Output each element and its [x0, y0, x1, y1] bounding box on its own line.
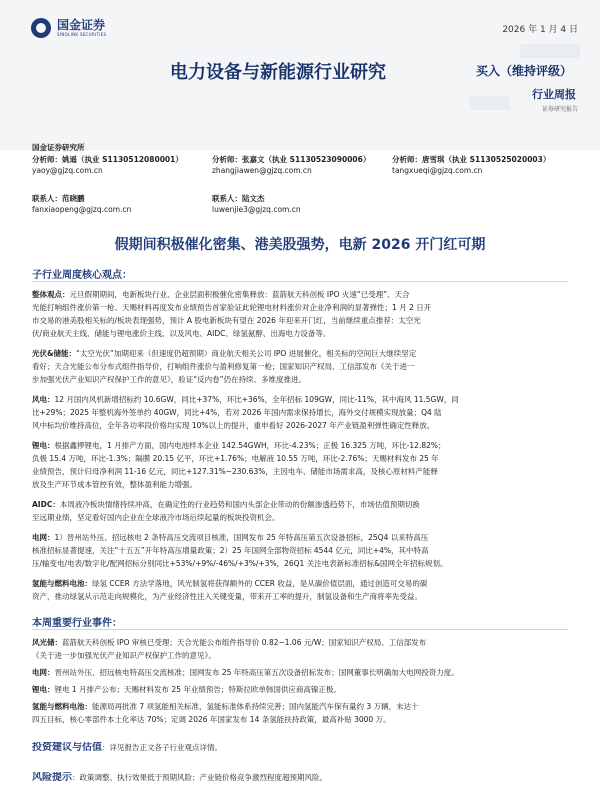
aidc-label: AIDC：	[32, 500, 60, 509]
wind-label: 风电：	[32, 395, 55, 404]
pv-line: 步加强光伏产业知识产权保护工作的意见》，验证“反内卷”仍在持续、多维度推进。	[32, 375, 307, 384]
event-label: 锂电：	[32, 685, 55, 694]
overall-line: 整体观点：元旦假期期间，电新板块行业、企业层面积极催化密集释放：蓝箭航天科创板 IPO 火速“已受理”、天合	[32, 290, 410, 299]
hydrogen-line: 资产，推动绿氢从示范走向规模化，为产业经济性注入关键变量，带来开工率的提升，制氢设备和生产商将率先受益。	[32, 592, 422, 601]
contact-email[interactable]: luwenjie3@gjzq.com.cn	[212, 205, 301, 214]
event-line: 风光储：蓝箭航天科创板 IPO 审核已受理；天合光能公布组件指导价 0.82~1.06 元/W；国家知识产权局、工信部发布	[32, 638, 427, 647]
analyst-name: 分析师：唐雪琪（执业 S1130525020003）	[392, 155, 551, 164]
battery-line: 放及生产环节成本管控有效，整体盈利能力增强。	[32, 480, 197, 489]
contact-card	[32, 193, 131, 215]
analyst-email[interactable]: zhangjiawen@gjzq.com.cn	[212, 166, 312, 175]
section-divider	[32, 281, 568, 282]
hydrogen-line: 氢能与燃料电池：绿氢 CCER 方法学落地，风光制氢将获得额外的 CCER 收益，是从碳价值层面，通过创造可交易的碳	[32, 579, 428, 588]
decor-block	[470, 96, 510, 110]
overall-line: 光能打响组件涨价第一枪、天赐材料再度发布业绩预告首家验证此轮锂电材料涨价对企业净利润的显著弹性；1 月 2 日开	[32, 303, 432, 312]
battery-line: 业绩预告，预计归母净利润 11-16 亿元，同比+127.31%~230.63%，主因电车、储能市场需求高，及核心原材料产能释	[32, 467, 438, 476]
analyst-name: 分析师：张嘉文（执业 S1130523090006）	[212, 155, 371, 164]
report-headline: 假期间积极催化密集、港美股强势，电新 2026 开门红可期	[114, 237, 486, 253]
institute-name: 国金证券研究所	[32, 143, 85, 152]
section-title-core-views: 子行业周度核心观点：	[32, 270, 132, 281]
wind-line: 风中标均价维持高位，全年各功率段价格均实现 10%以上的提升，重申看好 2026-2027 年产业链盈利弹性确定性释放。	[32, 421, 435, 430]
analyst-email[interactable]: yaoy@gjzq.com.cn	[32, 166, 103, 175]
contact-name: 联系人：陆文杰	[212, 194, 265, 203]
pv-label: 光伏&储能：	[32, 349, 77, 358]
aidc-line: AIDC：本周液冷板块情绪持续冲高，在确定性的行业趋势和国内头部企业带动的份额渗透趋势下，市场估值预期切换	[32, 500, 420, 509]
battery-line: 负极 15.4 万吨，环比-1.3%；隔膜 20.15 亿平，环比+1.76%；电解液 10.55 万吨，环比-2.76%；天赐材料发布 25 年	[32, 454, 439, 463]
logo-icon	[31, 18, 51, 38]
event-line: 《关于进一步加强光伏产业知识产权保护工作的意见》。	[32, 651, 216, 660]
overall-line: 伏/商业航天主线、储能与锂电涨价主线、以及风电、AIDC、绿氢氨醇、出海电力设备等。	[32, 329, 331, 338]
contact-name: 联系人：范晓鹏	[32, 194, 85, 203]
overall-line: 市交易的港美股相关标的/板块表现强势，预计 A 股电新板块有望在 2026 年迎来开门红，当前继续重点推荐：太空光	[32, 316, 421, 325]
pv-line: 光伏&储能：“太空光伏”加期迎来（但速度仍超预期）商业航天相关公司 IPO 进展催化，相关标的空间巨大继续坚定	[32, 349, 417, 358]
report-type: 行业周报	[532, 88, 576, 101]
event-line: 电网：晋州站外压、招远核电特高压交流核准；国网发布 25 年特高压第五次设备招标发布；国网董事长明确加大电网投资力度。	[32, 668, 459, 677]
grid-label: 电网：	[32, 533, 55, 542]
grid-line: 压/输变电/电表/数字化/配网招标分别同比+53%/+9%/-46%/+3%/+3%，26Q1 关注电表新标准招标&国网全年招标规划。	[32, 559, 448, 568]
aidc-line: 至远期业绩，坚定看好国内企业在全球液冷市场后续起量的板块投资机会。	[32, 513, 280, 522]
overall-label: 整体观点：	[32, 290, 70, 299]
event-label: 电网：	[32, 668, 55, 677]
event-label: 风光储：	[32, 638, 62, 647]
brand-name-en: SINOLINK SECURITIES	[57, 31, 107, 37]
hydrogen-label: 氢能与燃料电池：	[32, 579, 92, 588]
grid-line: 电网：1）晋州站外压、招远核电 2 条特高压交流项目核准，国网发布 25 年特高压第五次设备招标，25Q4 以来特高压	[32, 533, 429, 542]
analyst-name: 分析师：姚遥（执业 S1130512080001）	[32, 155, 183, 164]
analyst-email[interactable]: tangxueqi@gjzq.com.cn	[392, 166, 483, 175]
grid-line: 核准招标显著提速，关注“十五五”开年特高压增量政策；2）25 年国网全部物资招标 4544 亿元，同比+4%，其中特高	[32, 546, 429, 555]
analyst-card	[212, 154, 370, 176]
analyst-card	[32, 154, 183, 176]
brand-name: 国金证券	[57, 17, 106, 32]
decor-block	[520, 44, 580, 58]
event-line: 氢能与燃料电池：能源局再批准 7 项氢能相关标准，氢能标准体系持续完善；国内氢能汽车保有量约 3 万辆，未达十	[32, 702, 419, 711]
battery-line: 锂电：根据鑫椤锂电，1 月排产方面，国内电池样本企业 142.54GWH，环比-4.23%；正极 16.325 万吨，环比-12.82%；	[32, 441, 446, 450]
pv-line: 看好；天合光能公布分布式组件指导价，打响组件涨价与盈利修复第一枪；国家知识产权局、工信部发布《关于进一	[32, 362, 415, 371]
wind-line: 比+29%；2025 年整机海外签单约 40GW，同比+4%，若对 2026 年国内需求保持增长，海外交付规模实现放量；Q4 陆	[32, 408, 442, 417]
report-title: 电力设备与新能源行业研究	[170, 62, 386, 83]
brand-logo	[31, 18, 106, 38]
investment-advice: 投资建议与估值：详见报告正文各子行业观点详情。	[32, 742, 222, 753]
risk-warning: 风险提示：政策调整、执行效果低于预期风险；产业链价格竞争激烈程度超预期风险。	[32, 772, 327, 783]
section-title-advice: 投资建议与估值	[32, 742, 102, 753]
contact-email[interactable]: fanxiaopeng@gjzq.com.cn	[32, 205, 132, 214]
contact-card	[212, 193, 301, 215]
event-label: 氢能与燃料电池：	[32, 702, 92, 711]
section-divider	[32, 629, 568, 630]
section-title-events: 本周重要行业事件：	[32, 618, 122, 629]
battery-label: 锂电：	[32, 441, 55, 450]
report-header	[0, 0, 600, 150]
analyst-card	[392, 154, 550, 176]
event-line: 锂电：锂电 1 月排产公布；天赐材料发布 25 年业绩预告；特斯拉欧单韩国供应商高镍正极。	[32, 685, 341, 694]
report-date: 2026 年 1 月 4 日	[502, 25, 578, 35]
report-category: 证券研究报告	[541, 106, 578, 113]
section-title-risk: 风险提示	[32, 772, 72, 783]
rating: 买入（维持评级）	[475, 64, 572, 78]
event-line: 四五目标，核心零部件本土化率达 70%；定调 2026 年国家发布 14 条氢能扶持政策，最高补贴 3000 万。	[32, 715, 391, 724]
wind-line: 风电：12 月国内风机新增招标约 10.6GW，同比+37%，环比+36%，全年招标 109GW，同比-11%，其中海风 11.5GW，同	[32, 395, 459, 404]
